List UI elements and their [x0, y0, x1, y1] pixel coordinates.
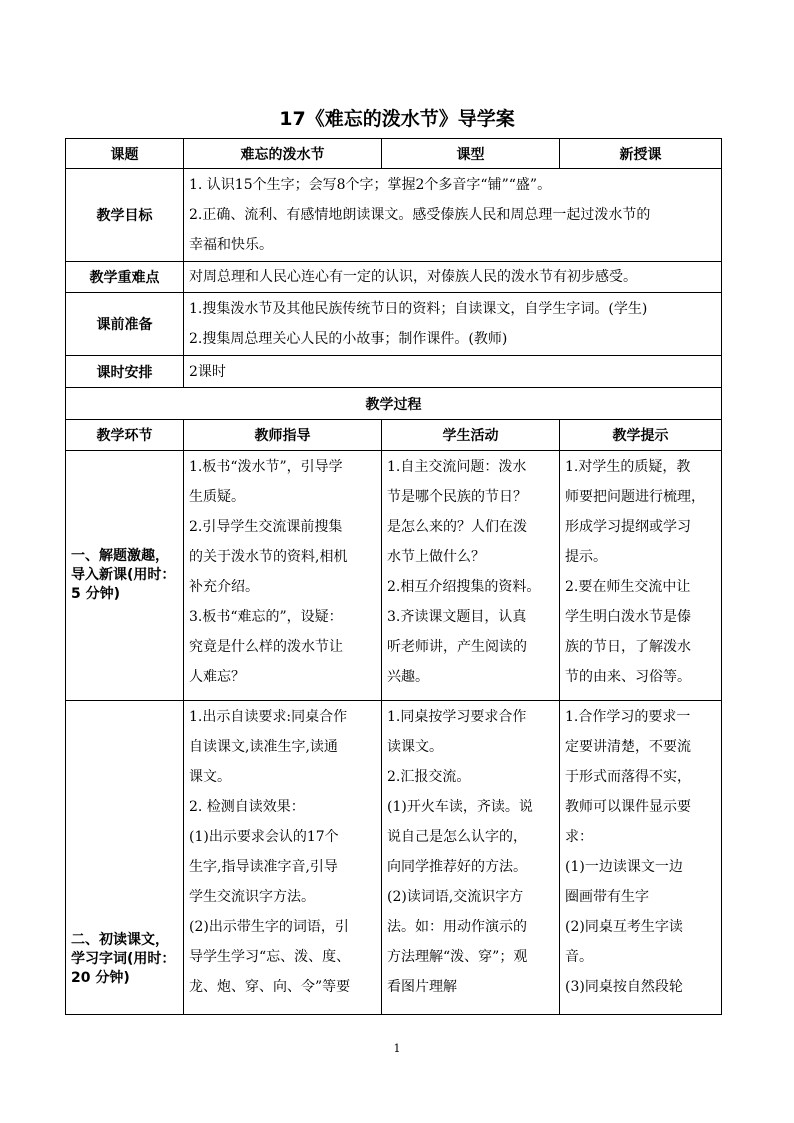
stage-cell [66, 701, 184, 1015]
tips-line: 提示。 [565, 549, 607, 565]
tips-line: 求： [565, 829, 593, 845]
process-heading: 教学过程 [66, 388, 722, 420]
col-stage-header: 教学环节 [66, 420, 184, 451]
process-header-row [66, 420, 722, 451]
student-line: 3.齐读课文题目，认真 [387, 609, 527, 625]
schedule-text: 2课时 [189, 363, 226, 380]
tips-line: 教师可以课件显示要 [565, 799, 691, 815]
schedule-value [184, 356, 722, 388]
teacher-line: 2.引导学生交流课前搜集 [189, 519, 343, 535]
document-title: 17《难忘的泼水节》导学案 [279, 108, 515, 130]
teacher-line: 3.板书“难忘的”，设疑： [189, 609, 343, 625]
goals-line: 1. 认识15个生字；会写8个字；掌握2个多音字“铺”“盛”。 [189, 177, 552, 193]
student-line: 听老师讲，产生阅读的 [387, 639, 527, 655]
tips-line: 形成学习提纲或学习 [565, 519, 691, 535]
teacher-line: 1.板书“泼水节”，引导学 [189, 459, 343, 475]
student-line: 兴趣。 [387, 669, 429, 685]
student-line: 1.同桌按学习要求合作 [387, 709, 527, 725]
col-student-header: 学生活动 [382, 420, 560, 451]
stage-line: 导入新课(用时： [71, 567, 176, 583]
type-value: 新授课 [560, 139, 722, 169]
stage-line: 5 分钟) [71, 586, 121, 602]
goals-line: 2.正确、流利、有感情地朗读课文。感受傣族人民和周总理一起过泼水节的 [189, 207, 651, 223]
student-line: 是怎么来的？人们在泼 [387, 519, 527, 535]
stage-line: 二、初读课文， [71, 932, 169, 948]
stage-line: 学习字词(用时： [71, 951, 176, 967]
topic-row [66, 139, 722, 169]
student-cell [382, 451, 560, 701]
key-label: 教学重难点 [66, 262, 184, 293]
student-cell [382, 701, 560, 1015]
student-line: 说自己是怎么认字的， [387, 829, 527, 845]
student-line: 水节上做什么？ [387, 549, 485, 565]
prep-line: 2.搜集周总理关心人民的小故事；制作课件。(教师) [189, 331, 508, 347]
type-label: 课型 [382, 139, 560, 169]
tips-line: (3)同桌按自然段轮 [565, 979, 683, 995]
goals-row [66, 169, 722, 262]
student-line: 向同学推荐好的方法。 [387, 859, 527, 875]
teacher-line: 2. 检测自读效果： [189, 799, 305, 815]
teacher-line: 导学生学习“忘、泼、度、 [189, 949, 351, 965]
tips-line: 学生明白泼水节是傣 [565, 609, 691, 625]
topic-value: 难忘的泼水节 [184, 139, 382, 169]
student-line: 法。如：用动作演示的 [387, 919, 527, 935]
tips-line: 圈画带有生字 [565, 889, 649, 905]
student-line: (1)开火车读，齐读。说 [387, 799, 533, 815]
student-line: 看图片理解 [387, 979, 457, 995]
lesson-plan-table [65, 138, 722, 1015]
teacher-line: 龙、炮、穿、向、令”等要 [189, 979, 351, 995]
prep-label: 课前准备 [66, 293, 184, 356]
goals-cell [184, 169, 722, 262]
goals-line: 幸福和快乐。 [189, 237, 273, 253]
student-line: (2)读词语,交流识字方 [387, 889, 524, 905]
teacher-line: 人难忘？ [189, 669, 245, 685]
teacher-line: 1.出示自读要求:同桌合作 [189, 709, 348, 725]
tips-line: 师要把问题进行梳理， [565, 489, 705, 505]
schedule-row [66, 356, 722, 388]
teacher-line: 自读课文,读准生字,读通 [189, 739, 338, 755]
prep-row [66, 293, 722, 356]
col-tips-header: 教学提示 [560, 420, 722, 451]
prep-line: 1.搜集泼水节及其他民族传统节日的资料；自读课文，自学生字词。(学生) [189, 301, 648, 317]
teacher-line: (2)出示带生字的词语，引 [189, 919, 349, 935]
teacher-line: 学生交流识字方法。 [189, 889, 315, 905]
tips-line: 1.对学生的质疑，教 [565, 459, 691, 475]
tips-line: 族的节日，了解泼水 [565, 639, 691, 655]
key-value [184, 262, 722, 293]
tips-line: 2.要在师生交流中让 [565, 579, 691, 595]
stage-line: 20 分钟) [71, 970, 130, 986]
prep-cell [184, 293, 722, 356]
tips-line: 于形式而落得不实， [565, 769, 691, 785]
student-line: 1.自主交流问题：泼水 [387, 459, 527, 475]
student-line: 2.相互介绍搜集的资料。 [387, 579, 541, 595]
process-heading-row [66, 388, 722, 420]
process-row [66, 701, 722, 1015]
teacher-line: 生质疑。 [189, 489, 245, 505]
teacher-cell [184, 701, 382, 1015]
tips-line: (1)一边读课文一边 [565, 859, 683, 875]
page-number: 1 [393, 1042, 401, 1055]
student-line: 节是哪个民族的节日？ [387, 489, 527, 505]
teacher-line: 的关于泼水节的资料,相机 [189, 549, 348, 565]
tips-line: (2)同桌互考生字读 [565, 919, 683, 935]
tips-line: 定要讲清楚，不要流 [565, 739, 691, 755]
teacher-line: (1)出示要求会认的17个 [189, 829, 339, 845]
tips-cell [560, 701, 722, 1015]
tips-line: 音。 [565, 949, 593, 965]
col-teacher-header: 教师指导 [184, 420, 382, 451]
teacher-line: 究竟是什么样的泼水节让 [189, 639, 343, 655]
student-line: 读课文。 [387, 739, 443, 755]
stage-line: 一、解题激趣， [71, 548, 169, 564]
goals-label: 教学目标 [66, 169, 184, 262]
tips-cell [560, 451, 722, 701]
teacher-line: 补充介绍。 [189, 579, 259, 595]
key-row [66, 262, 722, 293]
schedule-label: 课时安排 [66, 356, 184, 388]
teacher-line: 课文。 [189, 769, 231, 785]
teacher-line: 生字,指导读准字音,引导 [189, 859, 338, 875]
stage-cell [66, 451, 184, 701]
key-text: 对周总理和人民心连心有一定的认识，对傣族人民的泼水节有初步感受。 [189, 269, 637, 285]
process-row [66, 451, 722, 701]
student-line: 方法理解“泼、穿”；观 [387, 949, 528, 965]
tips-line: 1.合作学习的要求一 [565, 709, 691, 725]
teacher-cell [184, 451, 382, 701]
topic-label: 课题 [66, 139, 184, 169]
tips-line: 节的由来、习俗等。 [565, 669, 691, 685]
student-line: 2.汇报交流。 [387, 769, 471, 785]
